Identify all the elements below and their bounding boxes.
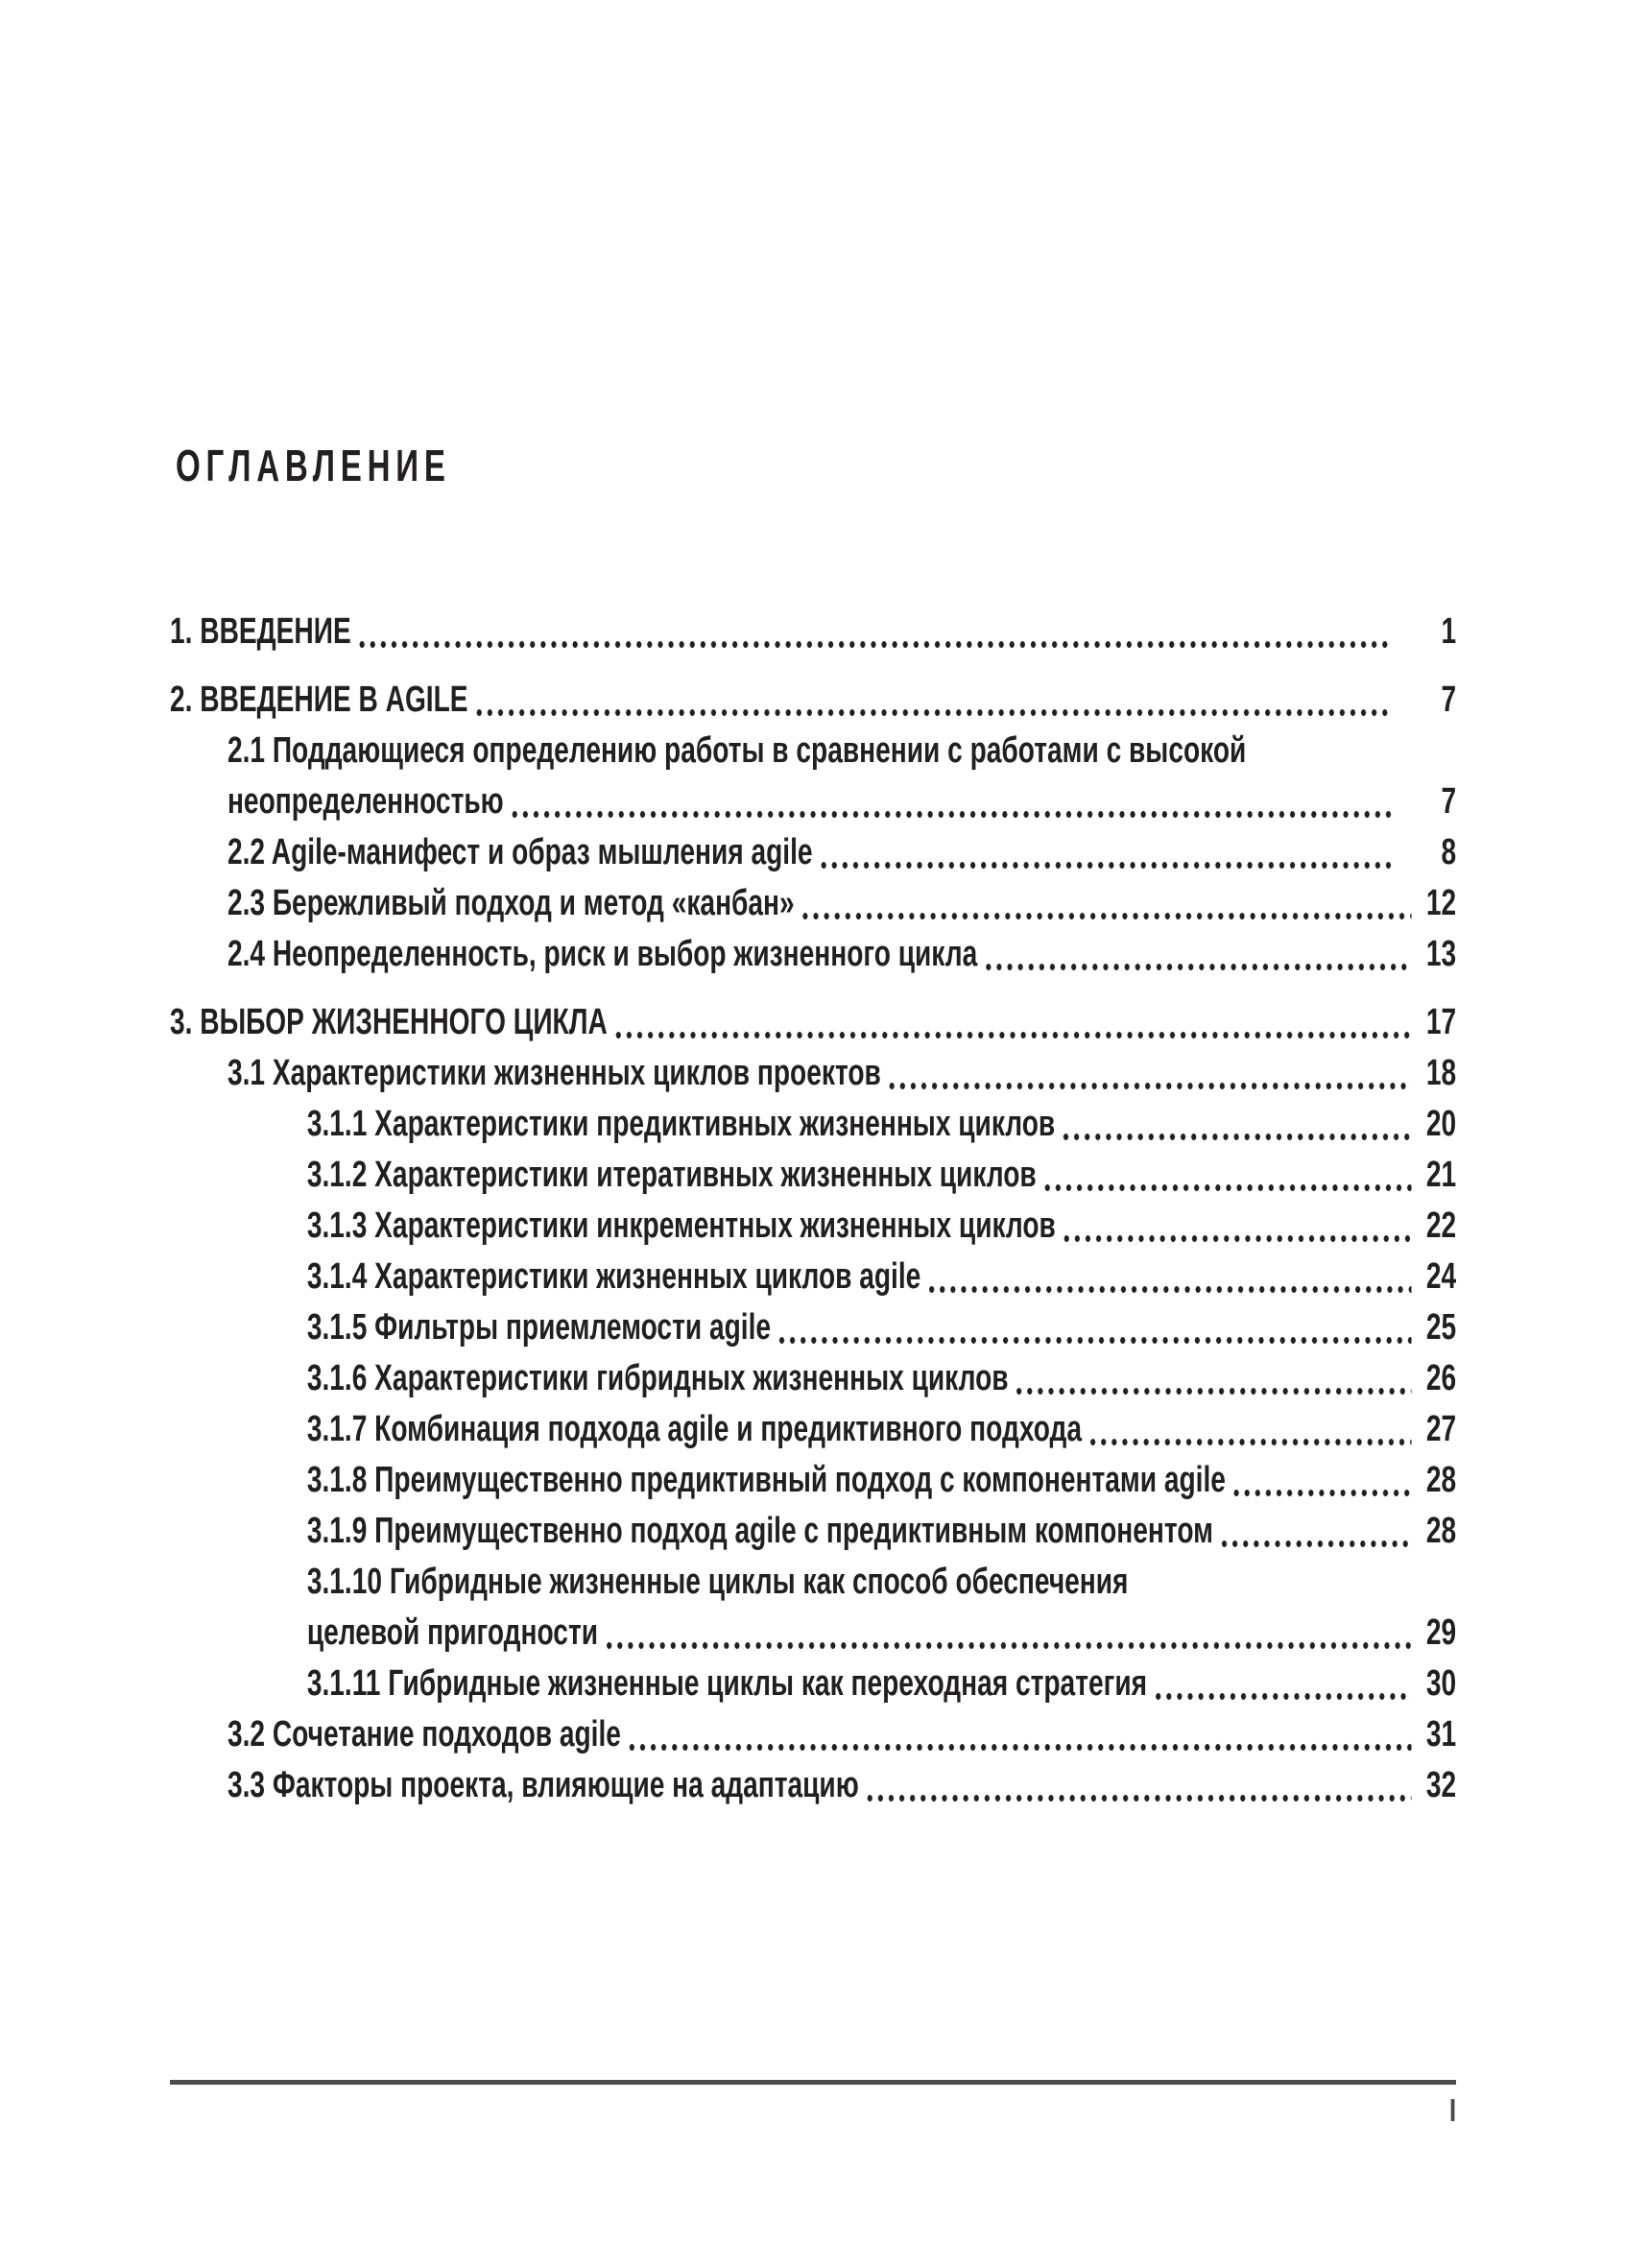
toc-entry[interactable] xyxy=(170,1455,1456,1506)
toc-entry-page: 17 xyxy=(1425,1002,1457,1042)
toc-list xyxy=(170,589,1456,1811)
toc-entry[interactable] xyxy=(170,1709,1456,1760)
footer-rule xyxy=(170,2080,1456,2085)
toc-entry-page: 28 xyxy=(1425,1460,1457,1500)
toc-entry-label: 3.1 Характеристики жизненных циклов проектов xyxy=(227,1053,881,1093)
toc-entry-label: целевой пригодности xyxy=(306,1612,599,1653)
toc-entry-label: 3.1.2 Характеристики итеративных жизненных циклов xyxy=(306,1155,1037,1195)
toc-leader-dots xyxy=(801,912,1412,920)
toc-leader-dots xyxy=(926,1285,1411,1294)
toc-entry-label: 2. ВВЕДЕНИЕ В AGILE xyxy=(170,680,468,720)
page-title: ОГЛАВЛЕНИЕ xyxy=(176,441,451,490)
toc-entry[interactable] xyxy=(170,997,1456,1048)
toc-entry-page: 21 xyxy=(1425,1155,1457,1195)
toc-entry-label: 3.1.6 Характеристики гибридных жизненных циклов xyxy=(306,1358,1009,1398)
toc-entry-page: 26 xyxy=(1425,1358,1457,1398)
toc-entry-page: 32 xyxy=(1425,1765,1457,1805)
page-number: I xyxy=(1448,2092,1456,2128)
toc-entry[interactable] xyxy=(170,1302,1456,1353)
toc-entry-page: 25 xyxy=(1425,1307,1457,1348)
toc-leader-dots xyxy=(887,1082,1412,1090)
toc-entry-page: 29 xyxy=(1425,1612,1457,1653)
toc-entry-label: 3.2 Сочетание подходов agile xyxy=(227,1714,621,1755)
toc-leader-dots xyxy=(818,861,1391,870)
toc-entry-label: 3.3 Факторы проекта, влияющие на адаптацию xyxy=(227,1765,859,1805)
toc-entry-label: 3.1.4 Характеристики жизненных циклов agile xyxy=(306,1256,921,1297)
toc-entry-page: 20 xyxy=(1425,1104,1457,1144)
toc-entry-page: 7 xyxy=(1441,781,1457,822)
toc-entry-label: неопределенностью xyxy=(227,781,504,822)
toc-entry[interactable] xyxy=(170,1150,1456,1201)
toc-entry-page: 24 xyxy=(1425,1256,1457,1297)
toc-entry-label: 3. ВЫБОР ЖИЗНЕННОГО ЦИКЛА xyxy=(170,1002,608,1042)
toc-leader-dots xyxy=(1219,1540,1412,1548)
toc-entry[interactable] xyxy=(170,1557,1456,1608)
toc-entry-label: 2.4 Неопределенность, риск и выбор жизненного цикла xyxy=(227,934,978,974)
toc-entry[interactable] xyxy=(170,1506,1456,1557)
toc-entry[interactable] xyxy=(170,607,1456,657)
toc-leader-dots xyxy=(613,1031,1412,1039)
toc-entry[interactable] xyxy=(170,878,1456,929)
toc-entry[interactable] xyxy=(170,1252,1456,1302)
toc-leader-dots xyxy=(1153,1692,1412,1701)
toc-entry-label: 3.1.5 Фильтры приемлемости agile xyxy=(306,1307,772,1348)
toc-entry-page: 7 xyxy=(1441,680,1457,720)
toc-entry-label: 3.1.3 Характеристики инкрементных жизненных циклов xyxy=(306,1206,1056,1246)
toc-entry-label: 1. ВВЕДЕНИЕ xyxy=(170,611,351,652)
toc-leader-dots xyxy=(604,1641,1412,1650)
toc-entry-label: 3.1.10 Гибридные жизненные циклы как способ обеспечения xyxy=(306,1562,1129,1602)
toc-leader-dots xyxy=(473,708,1391,717)
toc-entry-continuation[interactable] xyxy=(170,1608,1456,1659)
toc-leader-dots xyxy=(983,963,1411,971)
toc-leader-dots xyxy=(1014,1387,1411,1396)
toc-entry-label: 2.1 Поддающиеся определению работы в сравнении с работами с высокой xyxy=(227,730,1247,771)
toc-leader-dots xyxy=(1042,1183,1412,1192)
toc-entry-label: 3.1.7 Комбинация подхода agile и предиктивного подхода xyxy=(306,1409,1083,1449)
toc-entry[interactable] xyxy=(170,1048,1456,1099)
toc-leader-dots xyxy=(1062,1234,1412,1243)
toc-entry[interactable] xyxy=(170,929,1456,980)
toc-entry-page: 8 xyxy=(1441,832,1457,872)
toc-entry[interactable] xyxy=(170,1659,1456,1709)
toc-entry[interactable] xyxy=(170,1201,1456,1252)
toc-leader-dots xyxy=(510,810,1392,819)
toc-entry-page: 22 xyxy=(1425,1206,1457,1246)
toc-entry[interactable] xyxy=(170,1760,1456,1811)
toc-entry-page: 12 xyxy=(1425,883,1457,923)
toc-leader-dots xyxy=(865,1794,1412,1802)
toc-entry[interactable] xyxy=(170,827,1456,878)
toc-entry[interactable] xyxy=(170,1404,1456,1455)
toc-entry-page: 30 xyxy=(1425,1663,1457,1704)
toc-entry-page: 27 xyxy=(1425,1409,1457,1449)
toc-entry[interactable] xyxy=(170,675,1456,726)
toc-leader-dots xyxy=(1087,1438,1412,1446)
toc-entry-page: 31 xyxy=(1425,1714,1457,1755)
toc-entry-page: 1 xyxy=(1441,611,1457,652)
toc-entry-page: 18 xyxy=(1425,1053,1457,1093)
toc-entry-label: 2.2 Agile-манифест и образ мышления agile xyxy=(227,832,813,872)
toc-entry[interactable] xyxy=(170,1099,1456,1150)
toc-entry-label: 3.1.8 Преимущественно предиктивный подход с компонентами agile xyxy=(306,1460,1226,1500)
toc-entry-label: 3.1.9 Преимущественно подход agile с предиктивным компонентом xyxy=(306,1511,1213,1551)
toc-entry[interactable] xyxy=(170,1353,1456,1404)
toc-leader-dots xyxy=(627,1743,1412,1752)
toc-leader-dots xyxy=(777,1336,1412,1345)
toc-leader-dots xyxy=(357,640,1392,649)
toc-leader-dots xyxy=(1231,1489,1412,1497)
toc-entry-continuation[interactable] xyxy=(170,776,1456,827)
toc-entry-page: 28 xyxy=(1425,1511,1457,1551)
toc-entry[interactable] xyxy=(170,726,1456,776)
toc-entry-label: 3.1.1 Характеристики предиктивных жизненных циклов xyxy=(306,1104,1056,1144)
toc-entry-label: 2.3 Бережливый подход и метод «канбан» xyxy=(227,883,795,923)
toc-entry-page: 13 xyxy=(1425,934,1457,974)
toc-leader-dots xyxy=(1061,1133,1411,1141)
toc-entry-label: 3.1.11 Гибридные жизненные циклы как переходная стратегия xyxy=(306,1663,1148,1704)
